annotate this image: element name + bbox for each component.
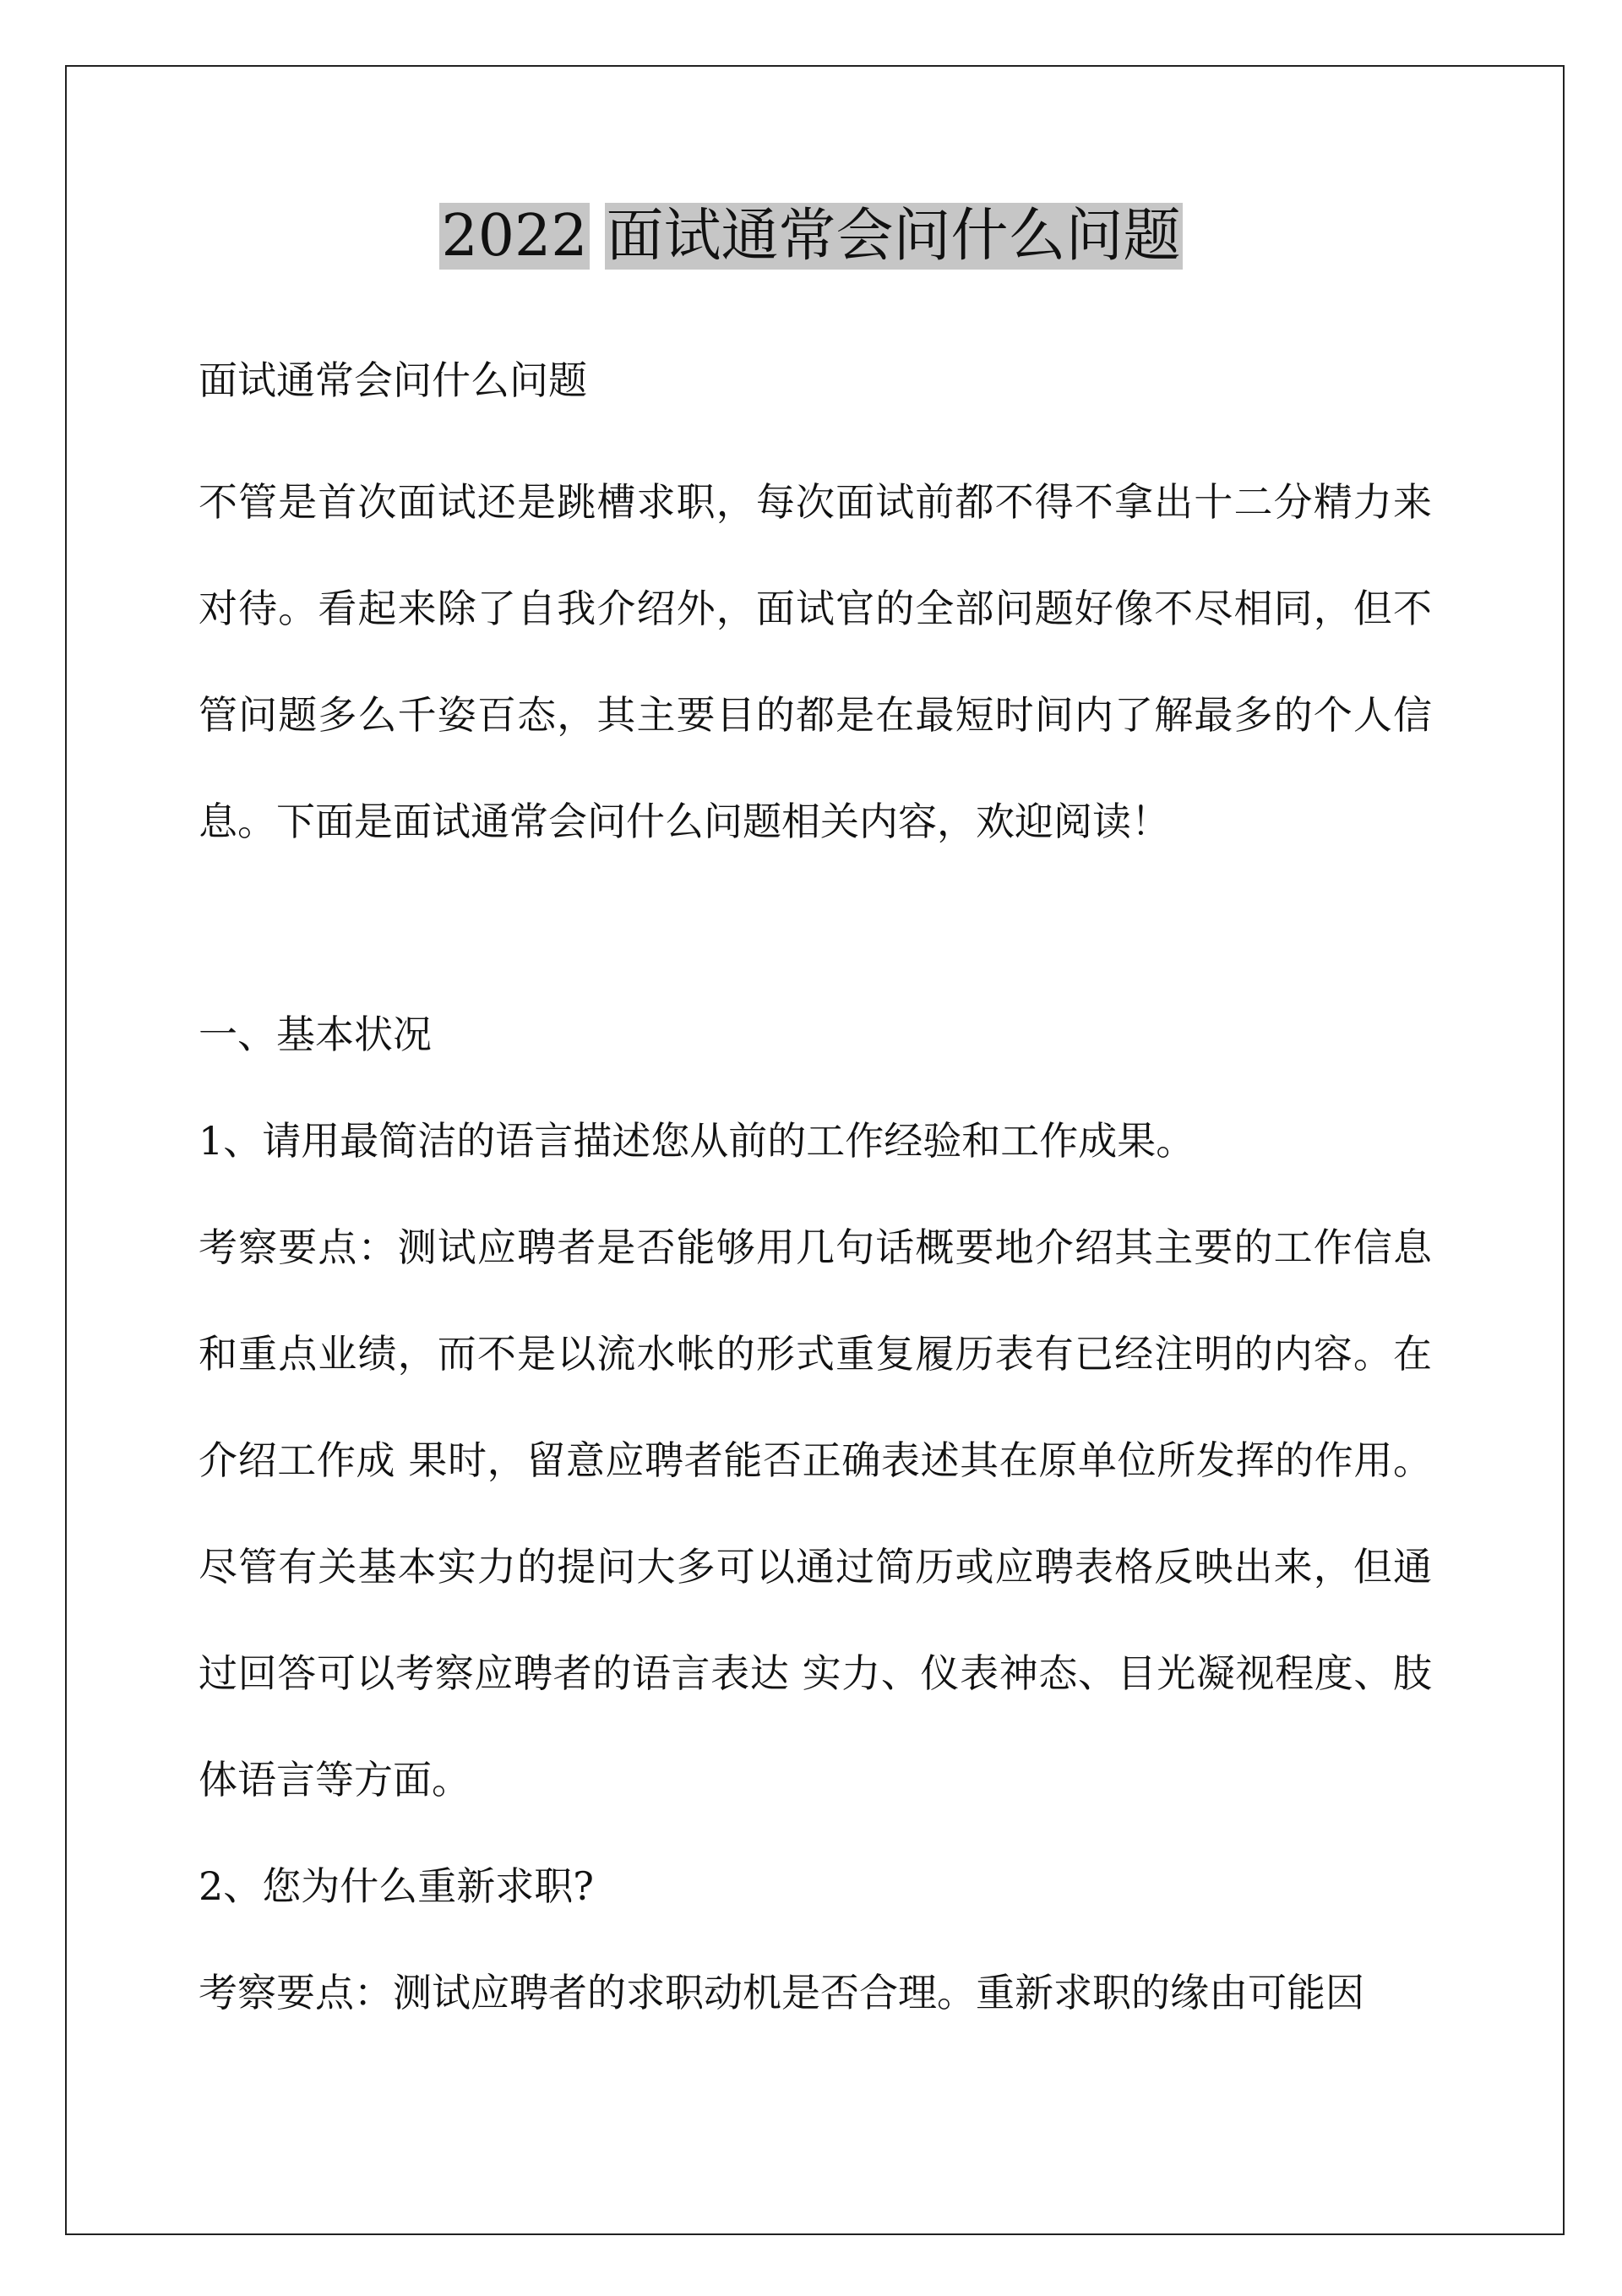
title-year: 2022 bbox=[441, 203, 588, 270]
title-main: 面试通常会问什么问题 bbox=[606, 203, 1181, 270]
intro-paragraph: 不管是首次面试还是跳槽求职，每次面试前都不得不拿出十二分精力来对待。看起来除了自我介绍外，面试官的全部问题好像不尽相同，但不管问题多么千姿百态，其主要目的都是在最短时间内了解最多的个人信息。下面是面试通常会问什么问题相关内容，欢迎阅读！ bbox=[199, 479, 1432, 844]
paragraph-spacer bbox=[199, 875, 1432, 981]
section-heading: 一、基本状况 bbox=[199, 1012, 432, 1057]
question-2: 2、您为什么重新求职? bbox=[199, 1863, 594, 1909]
question-2-analysis: 考察要点：测试应聘者的求职动机是否合理。重新求职的缘由可能因 bbox=[199, 1970, 1364, 2015]
question-1-analysis: 考察要点：测试应聘者是否能够用几句话概要地介绍其主要的工作信息和重点业绩，而不是以流水帐的形式重复履历表有已经注明的内容。在介绍工作成 果时，留意应聘者能否正确表述其在原单位所发挥的作用。尽管有关基本实力的提问大多可以通过简历或应聘表格反映出来，但通过回答可以考察应聘者的语言表达 实力、仪表神态、目光凝视程度、肢体语言等方面。 bbox=[199, 1224, 1432, 1802]
subtitle: 面试通常会问什么问题 bbox=[199, 357, 587, 403]
question-1: 1、请用最简洁的语言描述您从前的工作经验和工作成果。 bbox=[199, 1118, 1195, 1164]
document-title bbox=[0, 196, 1622, 277]
document-body bbox=[199, 342, 1432, 2046]
